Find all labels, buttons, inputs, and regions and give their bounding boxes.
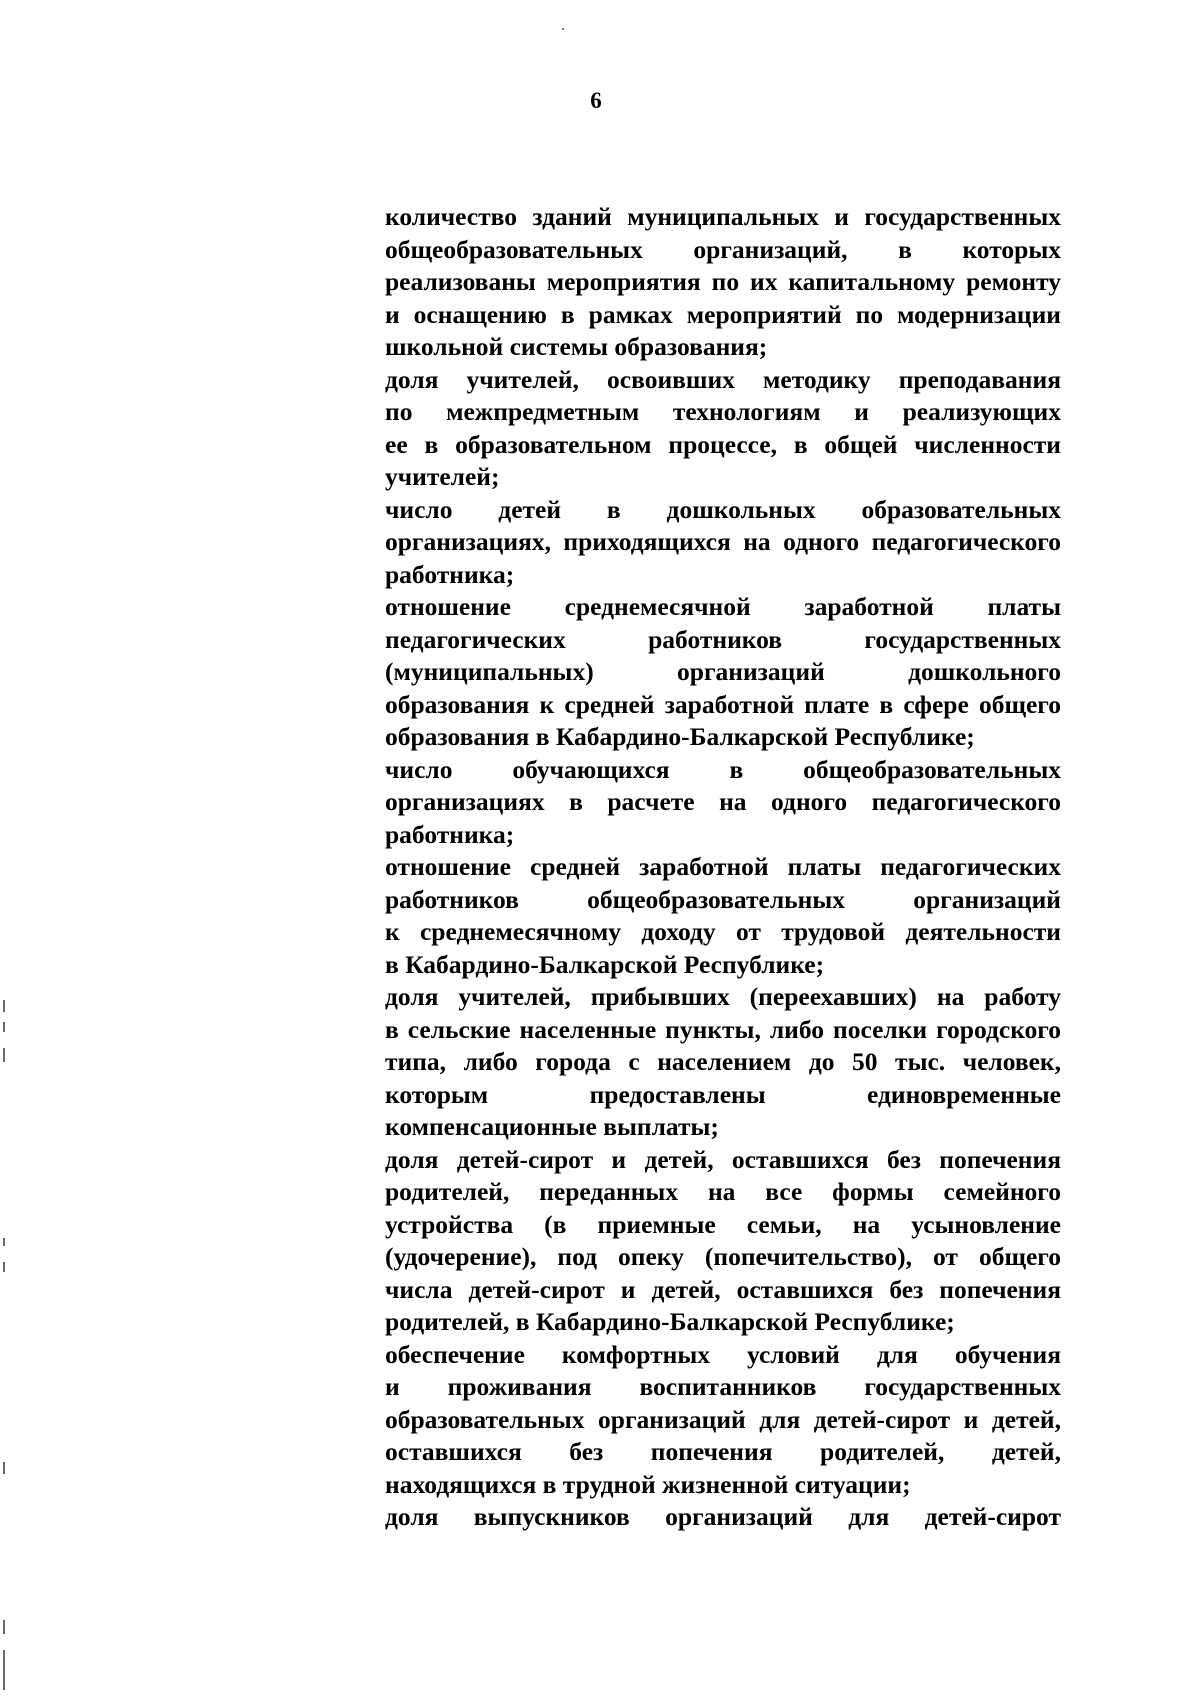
text-line: и оснащению в рамках мероприятий по модернизации xyxy=(385,299,1061,329)
text-line: обеспечение комфортных условий для обучения xyxy=(385,1339,1061,1369)
text-line: числа детей-сирот и детей, оставшихся без попечения xyxy=(385,1274,1061,1304)
text-line: образовательных организаций для детей-сирот и детей, xyxy=(385,1404,1061,1434)
text-line: организациях в расчете на одного педагогического xyxy=(385,787,1061,816)
page-number: 6 xyxy=(590,88,602,113)
text-line: которым предоставлены единовременные xyxy=(385,1079,1061,1109)
text-line: отношение средней заработной платы педагогических xyxy=(385,852,1061,881)
text-line: учителей; xyxy=(385,462,500,491)
text-line: оставшихся без попечения родителей, детей, xyxy=(385,1437,1061,1466)
text-line: и проживания воспитанников государственных xyxy=(385,1372,1061,1401)
scan-speck xyxy=(562,28,564,30)
text-line: компенсационные выплаты; xyxy=(385,1112,719,1141)
text-line: (муниципальных) организаций дошкольного xyxy=(385,657,1061,686)
text-line: образования к средней заработной плате в сфере общего xyxy=(385,689,1061,719)
text-line: работника; xyxy=(385,819,515,849)
text-line: организациях, приходящихся на одного педагогического xyxy=(385,527,1061,556)
text-line: по межпредметным технологиям и реализующих xyxy=(385,397,1061,426)
scan-edge-mark xyxy=(3,1022,5,1032)
text-line: количество зданий муниципальных и государственных xyxy=(385,202,1061,231)
scan-edge-mark xyxy=(3,1262,5,1272)
text-line: реализованы мероприятия по их капитальному ремонту xyxy=(385,267,1061,296)
text-line: число обучающихся в общеобразовательных xyxy=(385,754,1061,784)
text-line: (удочерение), под опеку (попечительство), от общего xyxy=(385,1242,1061,1271)
scan-edge-mark xyxy=(3,1048,5,1062)
scan-edge-mark xyxy=(3,1462,5,1474)
text-line: родителей, в Кабардино-Балкарской Республике; xyxy=(385,1307,955,1336)
text-line: доля выпускников организаций для детей-сирот xyxy=(385,1502,1061,1531)
text-line: педагогических работников государственных xyxy=(385,624,1061,654)
text-line: доля детей-сирот и детей, оставшихся без попечения xyxy=(385,1144,1061,1174)
text-line: родителей, переданных на все формы семейного xyxy=(385,1177,1061,1206)
scan-edge-mark xyxy=(3,1000,5,1012)
text-line: ее в образовательном процессе, в общей численности xyxy=(385,429,1061,459)
text-line: общеобразовательных организаций, в которых xyxy=(385,234,1061,264)
text-line: к среднемесячному доходу от трудовой деятельности xyxy=(385,917,1061,946)
text-line: в сельские населенные пункты, либо поселки городского xyxy=(385,1014,1061,1044)
text-line: образования в Кабардино-Балкарской Республике; xyxy=(385,722,975,751)
scan-edge-mark xyxy=(3,1650,5,1690)
text-line: находящихся в трудной жизненной ситуации; xyxy=(385,1469,911,1499)
scan-edge-mark xyxy=(3,1620,5,1634)
text-line: устройства (в приемные семьи, на усыновление xyxy=(385,1209,1061,1239)
text-line: школьной системы образования; xyxy=(385,332,768,361)
text-line: работников общеобразовательных организаций xyxy=(385,884,1061,914)
text-line: в Кабардино-Балкарской Республике; xyxy=(385,949,825,979)
text-line: отношение среднемесячной заработной платы xyxy=(385,592,1061,621)
text-line: доля учителей, прибывших (переехавших) на работу xyxy=(385,982,1061,1011)
text-column xyxy=(385,201,1061,1534)
scan-edge-mark xyxy=(3,1238,5,1246)
text-line: доля учителей, освоивших методику преподавания xyxy=(385,364,1061,394)
text-line: число детей в дошкольных образовательных xyxy=(385,494,1061,524)
text-line: типа, либо города с населением до 50 тыс. человек, xyxy=(385,1047,1061,1076)
text-line: работника; xyxy=(385,559,515,589)
